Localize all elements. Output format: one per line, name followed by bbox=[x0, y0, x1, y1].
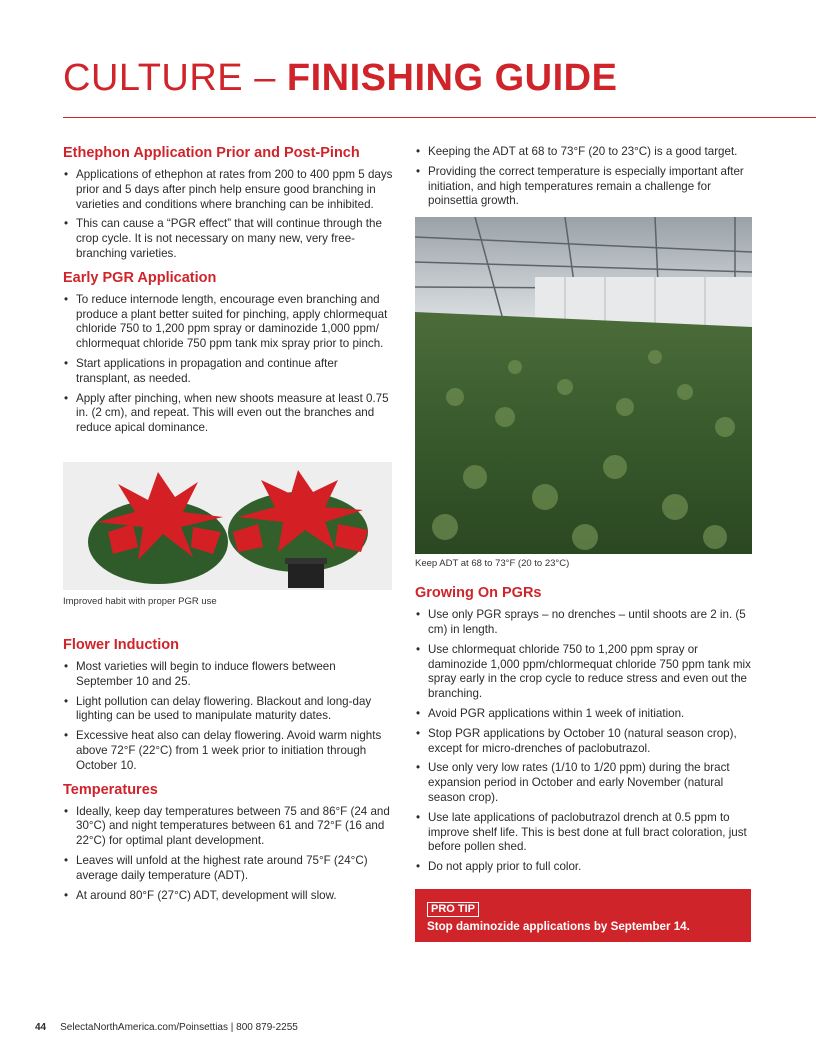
list-item: • Most varieties will begin to induce flowers between September 10 and 25. bbox=[63, 660, 395, 690]
ethephon-section bbox=[63, 145, 395, 262]
growing-on-pgrs-section bbox=[415, 585, 755, 875]
list-item: • Providing the correct temperature is especially important after initiation, and high temperatures remain a challenge for poinsettia growth. bbox=[415, 165, 755, 209]
list-item: • Leaves will unfold at the highest rate around 75°F (24°C) average daily temperature (ADT). bbox=[63, 854, 395, 884]
temperatures-section bbox=[63, 782, 395, 904]
list-item: • Start applications in propagation and continue after transplant, as needed. bbox=[63, 357, 395, 387]
footer-website-phone: SelectaNorthAmerica.com/Poinsettias | 800 879-2255 bbox=[60, 1022, 298, 1033]
list-item: • Excessive heat also can delay flowering. Avoid warm nights above 72°F (22°C) from 1 week prior to initiation through October 10. bbox=[63, 729, 395, 773]
page-footer bbox=[35, 1022, 298, 1033]
pro-tip-badge: PRO TIP bbox=[427, 902, 479, 917]
early-pgr-list bbox=[63, 293, 395, 436]
page-title-culture: CULTURE – bbox=[63, 57, 287, 99]
list-item: • Use chlormequat chloride 750 to 1,200 ppm spray or daminozide 1,000 ppm/chlormequat chloride 750 ppm tank mix spray early in the crop cycle to reduce stress and even out the branching. bbox=[415, 643, 755, 702]
temperatures-heading: Temperatures bbox=[63, 781, 158, 798]
early-pgr-section bbox=[63, 270, 395, 436]
adt-list bbox=[415, 145, 755, 209]
early-pgr-heading: Early PGR Application bbox=[63, 269, 217, 286]
list-item: • Applications of ethephon at rates from 200 to 400 ppm 5 days prior and 5 days after pinch help ensure good branching in varieties and conditions where branching can be inhibited. bbox=[63, 168, 395, 212]
page-title-finishing-guide: FINISHING GUIDE bbox=[286, 57, 618, 99]
list-item: • Apply after pinching, when new shoots measure at least 0.75 in. (2 cm), and repeat. This will even out the branches and reduce apical dominance. bbox=[63, 392, 395, 436]
list-item: • To reduce internode length, encourage even branching and produce a plant better suited for pinching, apply chlormequat chloride 750 to 1,200 ppm spray or daminozide 1,000 ppm/ chlormequat chloride 750 ppm tank mix spray prior to pinch. bbox=[63, 293, 395, 352]
ethephon-list bbox=[63, 168, 395, 262]
list-item: • Ideally, keep day temperatures between 75 and 86°F (24 and 30°C) and night temperatures between 61 and 72°F (16 and 22°C) for optimal plant development. bbox=[63, 805, 395, 849]
poinsettia-illustration bbox=[63, 462, 392, 590]
greenhouse-photo-caption: Keep ADT at 68 to 73°F (20 to 23°C) bbox=[415, 558, 570, 570]
flower-induction-list bbox=[63, 660, 395, 774]
growing-on-pgrs-list bbox=[415, 608, 755, 875]
list-item: • This can cause a “PGR effect” that will continue through the crop cycle. It is not necessary on many new, very free-branching varieties. bbox=[63, 217, 395, 261]
list-item: • Avoid PGR applications within 1 week of initiation. bbox=[415, 707, 755, 722]
left-column bbox=[63, 145, 395, 911]
greenhouse-photo bbox=[415, 217, 752, 554]
flower-induction-heading: Flower Induction bbox=[63, 636, 179, 653]
list-item: • Use only PGR sprays – no drenches – until shoots are 2 in. (5 cm) in length. bbox=[415, 608, 755, 638]
list-item: • Do not apply prior to full color. bbox=[415, 860, 755, 875]
page-title bbox=[63, 56, 617, 100]
page-number: 44 bbox=[35, 1022, 47, 1033]
temperatures-list bbox=[63, 805, 395, 904]
ethephon-heading: Ethephon Application Prior and Post-Pinch bbox=[63, 145, 360, 161]
list-item: • Stop PGR applications by October 10 (natural season crop), except for micro-drenches of paclobutrazol. bbox=[415, 727, 755, 757]
list-item: • Keeping the ADT at 68 to 73°F (20 to 23°C) is a good target. bbox=[415, 145, 755, 160]
list-item: • Use only very low rates (1/10 to 1/20 ppm) during the bract expansion period in October and early November (natural season crop). bbox=[415, 761, 755, 805]
greenhouse-illustration bbox=[415, 217, 752, 554]
poinsettia-photo-caption: Improved habit with proper PGR use bbox=[63, 595, 217, 607]
list-item: • Use late applications of paclobutrazol drench at 0.5 ppm to improve shelf life. This is best done at full bract coloration, just before pollen shed. bbox=[415, 811, 755, 855]
pro-tip-text: Stop daminozide applications by September 14. bbox=[427, 919, 690, 933]
right-column bbox=[415, 145, 755, 942]
list-item: • Light pollution can delay flowering. Blackout and long-day lighting can be used to manipulate maturity dates. bbox=[63, 695, 395, 725]
list-item: • At around 80°F (27°C) ADT, development will slow. bbox=[63, 889, 395, 904]
poinsettia-photo bbox=[63, 462, 392, 590]
title-rule bbox=[63, 117, 816, 118]
growing-on-pgrs-heading: Growing On PGRs bbox=[415, 585, 542, 602]
pro-tip-box bbox=[415, 889, 751, 942]
flower-induction-section bbox=[63, 637, 395, 774]
